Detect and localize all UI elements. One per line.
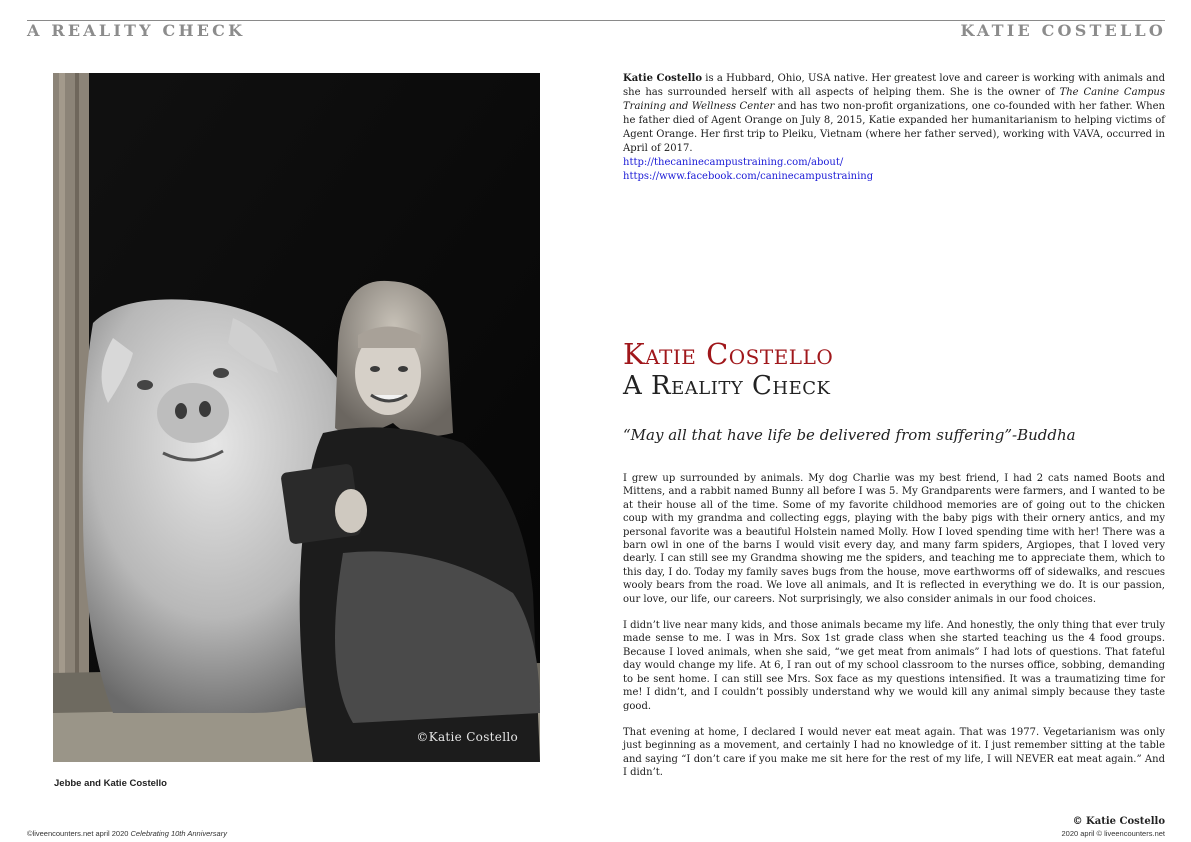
footer-left xyxy=(27,829,227,838)
portrait-photo xyxy=(53,73,540,762)
running-header-author: KATIE COSTELLO xyxy=(960,21,1166,40)
article-body xyxy=(623,472,1165,793)
article-paragraph: That evening at home, I declared I would never eat meat again. That was 1977. Vegetarianism was only just beginning as a movement, and certainly I had no knowledge of it. I just remember sitting at the table and saying “I don’t care if you make me sit here for the rest of my life, I will NEVER eat meat again.” And I didn’t. xyxy=(623,726,1165,779)
footer-right: 2020 april © liveencounters.net xyxy=(1061,829,1165,838)
footer-left-text: ©liveencounters.net april 2020 xyxy=(27,829,131,838)
bio-author-name: Katie Costello xyxy=(623,73,703,84)
article-paragraph: I grew up surrounded by animals. My dog Charlie was my best friend, I had 2 cats named Boots and Mittens, and a rabbit named Bunny all before I was 5. My Grandparents were farmers, and I wanted to be at their house all of the time. Some of my favorite childhood memories are of going out to the chicken coup with my grandma and collecting eggs, playing with the baby pigs with their ornery antics, and my personal favorite was a beautiful Holstein named Molly. How I loved spending time with her! There was a barn owl in one of the barns I would visit every day, and many farm spiders, Argiopes, that I loved very dearly. I can still see my Grandma showing me the spiders, and teaching me to appreciate them, which to this day, I do. Today my family saves bugs from the house, move earthworms off of sidewalks, and rescues wooly bears from the road. We love all animals, and It is reflected in everything we do. It is our passion, our love, our life, our careers. Not surprisingly, we also consider animals in our food choices. xyxy=(623,473,1165,605)
photo-illustration xyxy=(53,73,540,762)
bio-center-name: The Canine Campus Training and Wellness Center xyxy=(623,87,1165,112)
epigraph-quote: “May all that have life be delivered from suffering”-Buddha xyxy=(623,426,1076,444)
bio-website-link[interactable]: http://thecaninecampustraining.com/about/ xyxy=(623,157,844,168)
bio-text-part-1: is a Hubbard, Ohio, USA native. Her greatest love and career is working with animals and she has surrounded herself with all aspects of helping them. She is the owner of xyxy=(623,73,1165,98)
footer-anniversary: Celebrating 10th Anniversary xyxy=(130,829,227,838)
article-copyright: © Katie Costello xyxy=(1072,816,1165,827)
bio-text-part-2: and has two non-profit organizations, one co-founded with her father. When he father died of Agent Orange on July 8, 2015, Katie expanded her humanitarianism to helping victims of Agent Orange. Her first trip to Pleiku, Vietnam (where her father served), working with VAVA, occurred in April of 2017. xyxy=(623,101,1165,154)
article-subtitle: A Reality Check xyxy=(623,371,831,401)
running-header-title: A REALITY CHECK xyxy=(27,21,246,40)
author-bio xyxy=(623,72,1165,184)
article-title: Katie Costello xyxy=(623,337,834,371)
article-paragraph: I didn’t live near many kids, and those animals became my life. And honestly, the only thing that ever truly made sense to me. I was in Mrs. Sox 1st grade class when she started teaching us the 4 food groups. Because I loved animals, when she said, “we get meat from animals” I had lots of questions. That fateful day would change my life. At 6, I ran out of my school classroom to the nurses office, sobbing, demanding to be sent home. I can still see Mrs. Sox face as my questions intensified. It was a traumatizing time for me! I didn’t, and I couldn’t possibly understand why we would kill any animal simply because they taste good. xyxy=(623,620,1165,712)
photo-watermark: ©Katie Costello xyxy=(416,730,518,744)
photo-caption: Jebbe and Katie Costello xyxy=(54,778,167,789)
bio-facebook-link[interactable]: https://www.facebook.com/caninecampustraining xyxy=(623,171,874,182)
